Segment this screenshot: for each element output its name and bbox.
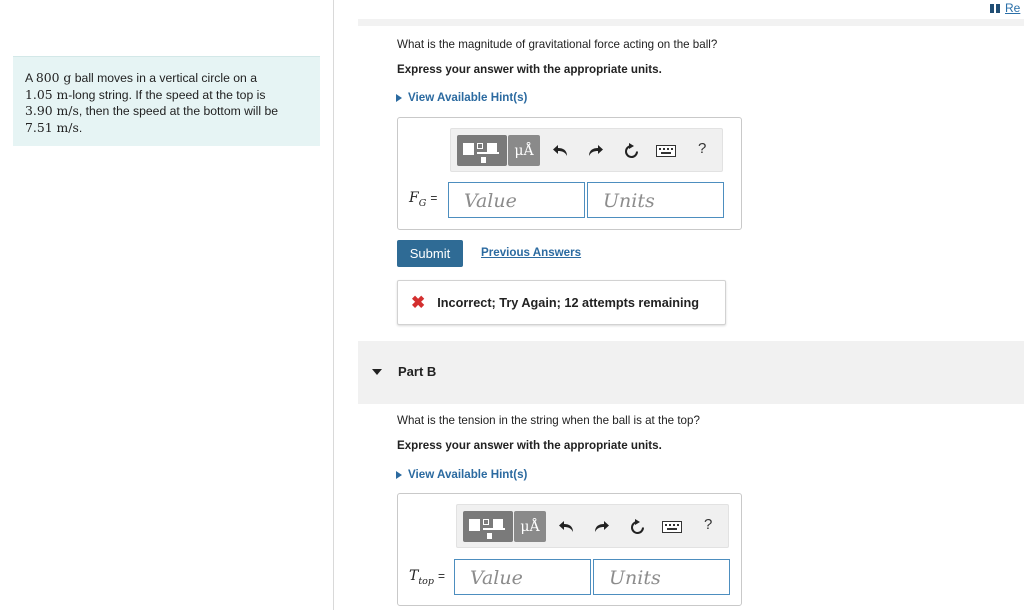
feedback-text: Incorrect; Try Again; 12 attempts remaining [437,295,700,310]
problem-text: , then the speed at the bottom will be [78,104,279,118]
problem-text: -long string. If the speed at the top is [68,87,266,102]
part-b-title: Part B [398,364,437,379]
part-b-hint-toggle[interactable] [396,468,527,481]
caret-down-icon [372,369,382,375]
column-divider [333,0,334,610]
help-button[interactable]: ? [698,140,707,157]
problem-math: 3.90 m/s [25,103,79,118]
units-input[interactable]: Units [587,182,724,218]
redo-icon[interactable] [585,141,605,161]
units-button[interactable]: μÅ [514,511,546,542]
templates-icon[interactable] [463,511,513,542]
part-b-header[interactable] [358,341,1024,404]
hint-label: View Available Hint(s) [408,91,528,104]
problem-text: . [78,120,83,135]
units-input[interactable]: Units [593,559,730,595]
problem-math: 800 g [35,70,72,85]
value-input[interactable]: Value [448,182,585,218]
feedback-message [397,280,726,325]
math-toolbar [456,504,729,548]
answer-variable-label: $F_G$ = [409,190,438,209]
problem-math: 7.51 m/s [25,119,79,135]
part-a-instruction: Express your answer with the appropriate units. [397,63,662,76]
reset-icon[interactable] [621,141,641,161]
problem-statement [13,56,320,146]
part-b-question: What is the tension in the string when the ball is at the top? [397,414,700,427]
keyboard-icon[interactable] [661,517,683,537]
help-button[interactable]: ? [704,516,713,533]
review-link-label: Re [1005,1,1021,15]
submit-button[interactable]: Submit [397,240,463,267]
keyboard-icon[interactable] [655,141,677,161]
part-b-answer-panel [397,493,742,606]
units-button[interactable]: μÅ [508,135,540,166]
math-toolbar [450,128,723,172]
part-a-answer-panel [397,117,742,230]
answer-variable-label: $T_{top}$ = [409,568,445,587]
hint-label: View Available Hint(s) [408,468,528,481]
undo-icon[interactable] [557,517,577,537]
problem-text: A [25,71,36,85]
value-input[interactable]: Value [454,559,591,595]
reset-icon[interactable] [627,517,647,537]
previous-answers-link[interactable]: Previous Answers [481,246,582,259]
part-a-question: What is the magnitude of gravitational force acting on the ball? [397,38,718,51]
review-link[interactable] [990,1,1020,15]
problem-text: ball moves in a vertical circle on a [71,71,257,85]
redo-icon[interactable] [591,517,611,537]
part-a-hint-toggle[interactable] [396,91,527,104]
problem-math: 1.05 m [25,86,69,102]
caret-right-icon [396,471,402,479]
x-icon: ✖ [411,293,426,312]
review-icon [990,4,1000,13]
undo-icon[interactable] [551,141,571,161]
part-b-instruction: Express your answer with the appropriate units. [397,439,662,452]
templates-icon[interactable] [457,135,507,166]
caret-right-icon [396,94,402,102]
part-a-header-strip [358,19,1024,26]
